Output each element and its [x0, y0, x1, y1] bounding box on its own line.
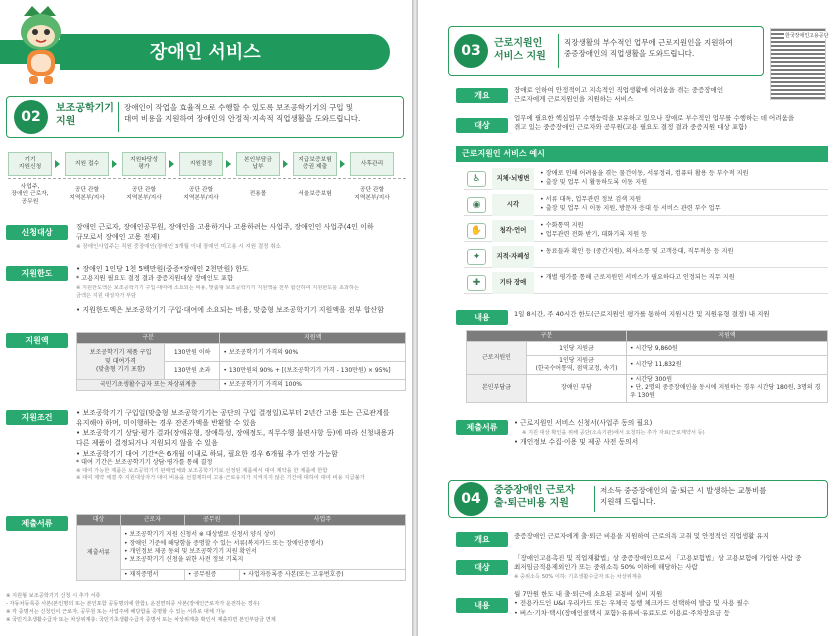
- pay-header-amount: 지원액: [627, 331, 828, 342]
- s4-overview-label: 개요: [456, 532, 508, 547]
- process-step-actor: 사업주, 장애인 근로자, 공무원: [11, 183, 49, 205]
- footnote: ※ 지원형 보조공학기기 신청 시 추가 서류: [6, 593, 101, 599]
- section-number: 02: [14, 100, 48, 134]
- amount-value: • 130만원의 90% + [(보조공학기기 가격 - 130만원) × 95%]: [220, 362, 406, 380]
- amount-value: • 보조공학기기 가격의 100%: [220, 380, 406, 391]
- section-divider: [118, 102, 119, 132]
- docs-row-label: 제출서류: [77, 526, 121, 581]
- process-step: 본인부담금 납부: [236, 152, 280, 176]
- pay-kind: 1인당 지원금: [527, 342, 627, 356]
- amount-header-category: 구분: [77, 333, 220, 344]
- section-divider: [594, 486, 595, 512]
- eligibility-label: 신청대상: [6, 225, 68, 240]
- overview-label: 개요: [456, 88, 508, 103]
- process-step-actor: 서울보증보험: [298, 191, 332, 198]
- footnotes: [6, 592, 410, 624]
- conditions-list: [76, 408, 410, 483]
- section-description: 장애인이 작업을 효율적으로 수행할 수 있도록 보조공학기기의 구입 및 대여 비용을 지원하여 장애인의 안정적·지속적 직업생활을 도와드립니다.: [124, 103, 361, 123]
- condition-item: ※ 대여 계약 체결 후 지원대상자가 대여 비용을 선결제하여 고용·근로유지가 지켜지지 않은 기간에 대하여 대여 비용 지급불가: [76, 475, 365, 482]
- category-name: 지적·자폐성: [492, 246, 534, 268]
- process-step-actor: 공단 관할 지역본부/지사: [183, 187, 219, 201]
- category-icon: ✚: [467, 275, 486, 291]
- section-number: 04: [454, 482, 488, 516]
- amount-label: 지원액: [6, 333, 68, 348]
- mascot-icon: [14, 6, 68, 90]
- limit-note-1: ※ 지원한도액은 보조공학기기 구입·대여에 소요되는 비용, 맞춤형 보조공학기기 지원액을 전부 합산하여 지원한도를 초과하는: [76, 285, 360, 291]
- footnote: - 자동차등록증 사본(본인명의 또는 본인포함 공동명의에 한함), 운전면허증 사본(장애인근로자가 운전하는 경우): [6, 601, 260, 608]
- condition-item: • 보조공학기기 상담·평가 결과(장애유형, 장애특성, 장애정도, 직무수행 불편사항 등)에 따라 신청내용과 다른 제품이 결정되거나 지원되지 않을 수 있음: [76, 429, 394, 448]
- process-step-actor: 공단 관할 지역본부/지사: [126, 187, 162, 201]
- docs-label: 제출서류: [6, 516, 68, 531]
- process-step-actor: 전용몰: [249, 191, 267, 198]
- target-text: 업무에 필요한 핵심업무 수행능력을 보유하고 있으나 장애로 부수적인 업무를 수행하는 데 어려움을 겪고 있는 중증장애인 근로자와 공무원(고용 필요도 결정 결과 중증지원 대상 포함): [514, 114, 795, 132]
- arrow-right-icon: [226, 160, 231, 168]
- section-number: 03: [454, 34, 488, 68]
- docs-table: [76, 514, 406, 581]
- pay-value: • 시간당 11,832원: [627, 356, 828, 375]
- service-category-row: [464, 272, 828, 294]
- examples-title: 근로지원인 서비스 예시: [462, 149, 545, 158]
- category-description: • 장애로 인해 어려움을 겪는 물건이동, 서류정리, 컴퓨터 활용 등 부수적 지원 • 출장 및 업무 시 활동하도록 이동 지원: [540, 170, 749, 186]
- service-category-row: [464, 246, 828, 268]
- process-step: 지원결정: [179, 152, 223, 176]
- section-title: 보조공학기기 지원: [56, 103, 114, 127]
- docs-cell: • 공무원증: [184, 570, 239, 581]
- section-description: 저소득 중증장애인의 출·퇴근 시 발생하는 교통비를 지원해 드립니다.: [600, 486, 767, 506]
- s4-content-label: 내용: [456, 598, 508, 613]
- pay-table: [466, 330, 828, 403]
- condition-item: • 보조공학기기 구입일(맞춤형 보조공학기기는 공단의 구입 결정일)로부터 2년간 고용 또는 근로관계를 유지해야 하며, 미이행하는 경우 잔존가액을 반환할 수 있음: [76, 409, 390, 428]
- table-row: [467, 375, 828, 402]
- process-step: 지원 접수: [65, 152, 109, 176]
- footnote: ※ 국민기초생활수급자 또는 차상위계층: 국민기초생활수급자 증명서 또는 차상위계층 확인서 제출하면 본인부담금 면제: [6, 617, 276, 624]
- pay-group: 근로지원인: [467, 342, 527, 375]
- arrow-right-icon: [283, 160, 288, 168]
- docs-common: • 보조공학기기 지원 신청서 ※ 대상별로 신청서 양식 상이 • 장애인 기준에 해당함을 증명할 수 있는 서류(복지카드 또는 장애인증명서) • 개인정보 제공 동의 및 보조공학기기 지원 확인서 • 보조공학기기 신청을 위한 사전 정보 기록지: [121, 526, 406, 570]
- s4-content-text: 월 7만원 한도 내 출·퇴근에 소요된 교통비 실비 지원 • 전용카드인 U&I 우리카드 또는 우체국 동행 체크카드 선택하여 발급 및 사용 필수 • 버스·기차·택시(장애인콜택시 포함)·유류비·유료도로 이용료·주차장요금 등: [514, 590, 750, 617]
- eligibility-text: 장애인 근로자, 장애인공무원, 장애인을 고용하거나 고용하려는 사업주, 장애인인 사업주(4인 이하 규모로서 장애인 고용 전제): [76, 223, 374, 242]
- category-name: 지체·뇌병변: [492, 168, 534, 190]
- condition-item: • 보조공학기기 대여 기간*은 6개월 이내로 하되, 필요한 경우 6개월 추가 연장 가능함: [76, 449, 338, 458]
- limit-text-2: * 고용지원 필요도 결정 결과 중증지원대상 장애인도 포함: [76, 275, 234, 282]
- amount-row-label: 국민기초생활수급자 또는 차상위계층: [77, 380, 220, 391]
- submit-item: • 근로지원인 서비스 신청서(사업주 동의 필요): [514, 419, 653, 427]
- submit-label: 제출서류: [456, 420, 508, 435]
- s4-target-label: 대상: [456, 560, 508, 575]
- limit-label: 지원한도: [6, 266, 68, 281]
- table-row: [467, 342, 828, 356]
- category-icon: ◉: [467, 197, 486, 213]
- table-row: [77, 570, 406, 581]
- condition-item: * 대여 기간은 보조공학기기 상담·평가를 통해 결정: [76, 458, 213, 466]
- left-page: [0, 0, 412, 636]
- amount-row-label: 보조공학기기 제품 구입 및 대여가격 (맞춤형 기기 포함): [77, 344, 165, 380]
- arrow-right-icon: [55, 160, 60, 168]
- pay-kind: 장애인 부담: [527, 375, 627, 402]
- submit-list: [514, 418, 830, 448]
- page-title: 장애인 서비스: [150, 42, 261, 63]
- condition-item: ※ 대여 가능한 제품은 보조공학기기 판매업체와 보조공학기기로 선정된 제품에서 대여 계약을 한 제품에 한함: [76, 467, 328, 474]
- footnote: ※ 각 증명서는 신청인이 근로자, 공무원 또는 사업주에 해당함을 증명할 수 있는 서류로 대체 가능: [6, 609, 226, 616]
- s4-target-text: 「장애인고용촉진 및 직업재활법」상 중증장애인으로서 「고용보험법」상 고용보험에 가입한 사람 중 최저임금적용제외인가 또는 중위소득 50% 이하에 해당하는 사람: [514, 554, 802, 572]
- right-page: [418, 0, 835, 636]
- docs-header: 근로자: [121, 515, 185, 526]
- process-step: 사후관리: [350, 152, 394, 176]
- process-step-actor: 공단 관할 지역본부/지사: [354, 187, 390, 201]
- category-description: • 서류 대독, 업무관련 정보 검색 지원 • 출장 및 업무 시 이동 지원, 방문자 응대 등 서비스 관련 부수 업무: [540, 196, 721, 212]
- process-step-actor: 공단 관할 지역본부/지사: [69, 187, 105, 201]
- section-title: 중증장애인 근로자 출·퇴근비용 지원: [494, 485, 575, 509]
- service-category-row: [464, 194, 828, 216]
- category-icon: ✦: [467, 249, 486, 265]
- amount-tier: 130만원 초과: [165, 362, 220, 380]
- pay-header-category: 구분: [467, 331, 627, 342]
- content-text: 1일 8시간, 주 40시간 한도(근로지원인 평가를 통하여 지원시간 및 지원유형 결정) 내 지원: [514, 310, 770, 318]
- pay-value: • 시간당 9,860원: [627, 342, 828, 356]
- table-row: [77, 526, 406, 570]
- process-step: 지급보증보험 증권 제출: [293, 152, 337, 176]
- amount-value: • 보조공학기기 가격의 90%: [220, 344, 406, 362]
- category-icon: ✋: [467, 223, 486, 239]
- amount-table: [76, 332, 406, 391]
- table-row: [77, 344, 406, 362]
- conditions-label: 지원조건: [6, 410, 68, 425]
- docs-header: 사업주: [239, 515, 405, 526]
- pay-value: • 시간당 300원 • 단, 2명의 중증장애인을 동시에 지원하는 경우 시간당 180원, 3명의 경우 130원: [627, 375, 828, 402]
- section-divider: [558, 34, 559, 68]
- section-description: 직장생활의 부수적인 업무에 근로지원인을 지원하여 중증장애인의 직업생활을 도와드립니다.: [564, 38, 733, 58]
- category-icon: ♿: [467, 171, 486, 187]
- amount-header-amount: 지원액: [220, 333, 406, 344]
- target-label: 대상: [456, 118, 508, 133]
- docs-cell: • 재직증명서: [121, 570, 185, 581]
- limit-text-3: • 지원한도액은 보조공학기기 구입·대여에 소요되는 비용, 맞춤형 보조공학기기 지원액을 전부 합산함: [76, 306, 385, 314]
- qr-label: 한국장애인고용공단: [785, 33, 829, 39]
- content-label: 내용: [456, 310, 508, 325]
- limit-note-2: 금액은 지원 대상자가 부담: [76, 293, 137, 299]
- service-category-row: [464, 220, 828, 242]
- category-description: • 수화통역 지원 • 업무관련 전화 받기, 대화기록 지원 등: [540, 222, 648, 238]
- category-name: 시각: [492, 194, 534, 216]
- category-name: 기타 장애: [492, 272, 534, 294]
- process-step: 지원타당성 평가: [122, 152, 166, 176]
- divider: [8, 178, 406, 179]
- table-row: [77, 380, 406, 391]
- s4-overview-text: 중증장애인 근로자에게 출·퇴근 비용을 지원하여 근로의욕 고취 및 안정적인 직업생활 유지: [514, 532, 770, 540]
- submit-item: ※ 지원 대상 확인을 위해 공단(소속기관)에서 요청하는 추가 자료(근로계약서 등): [522, 429, 705, 436]
- category-name: 청각·언어: [492, 220, 534, 242]
- process-step: 기기 지원신청: [8, 152, 52, 176]
- eligibility-note: ※ 장애인사업주는 직원 중장애인(장애인 3개월 이내 장애인 미고용 시 지원 결정 취소: [76, 244, 281, 250]
- service-category-row: [464, 168, 828, 190]
- pay-kind: 1인당 지원금 (한국수어통역, 점역교정, 속기): [527, 356, 627, 375]
- section-title: 근로지원인 서비스 지원: [494, 38, 546, 62]
- arrow-right-icon: [112, 160, 117, 168]
- submit-item: • 개인정보 수집·이용 및 제공 사전 동의서: [514, 438, 639, 447]
- amount-tier: 130만원 이하: [165, 344, 220, 362]
- arrow-right-icon: [169, 160, 174, 168]
- docs-cell: • 사업자등록증 사본(또는 고유번호증): [239, 570, 405, 581]
- docs-header: 대상: [77, 515, 121, 526]
- limit-text-1: • 장애인 1인당 1천 5백만원(중증*장애인 2천만원) 한도: [76, 265, 249, 273]
- category-description: • 개별 평가를 통해 근로지원인 서비스가 필요하다고 인정되는 직무 지원: [540, 274, 735, 281]
- category-description: • 동료들과 확인 등 (중간지원), 의사소통 및 고객응대, 직무적응 등 지원: [540, 248, 734, 255]
- overview-text: 장애로 인하여 안정적이고 지속적인 직업생활에 어려움을 겪는 중증장애인 근로자에게 근로지원인을 지원하는 서비스: [514, 86, 724, 104]
- arrow-right-icon: [340, 160, 345, 168]
- s4-target-note: ※ 중위소득 50% 이하: 기초생활수급자 또는 차상위계층: [514, 574, 642, 580]
- pay-group: 본인부담금: [467, 375, 527, 402]
- docs-header: 공무원: [184, 515, 239, 526]
